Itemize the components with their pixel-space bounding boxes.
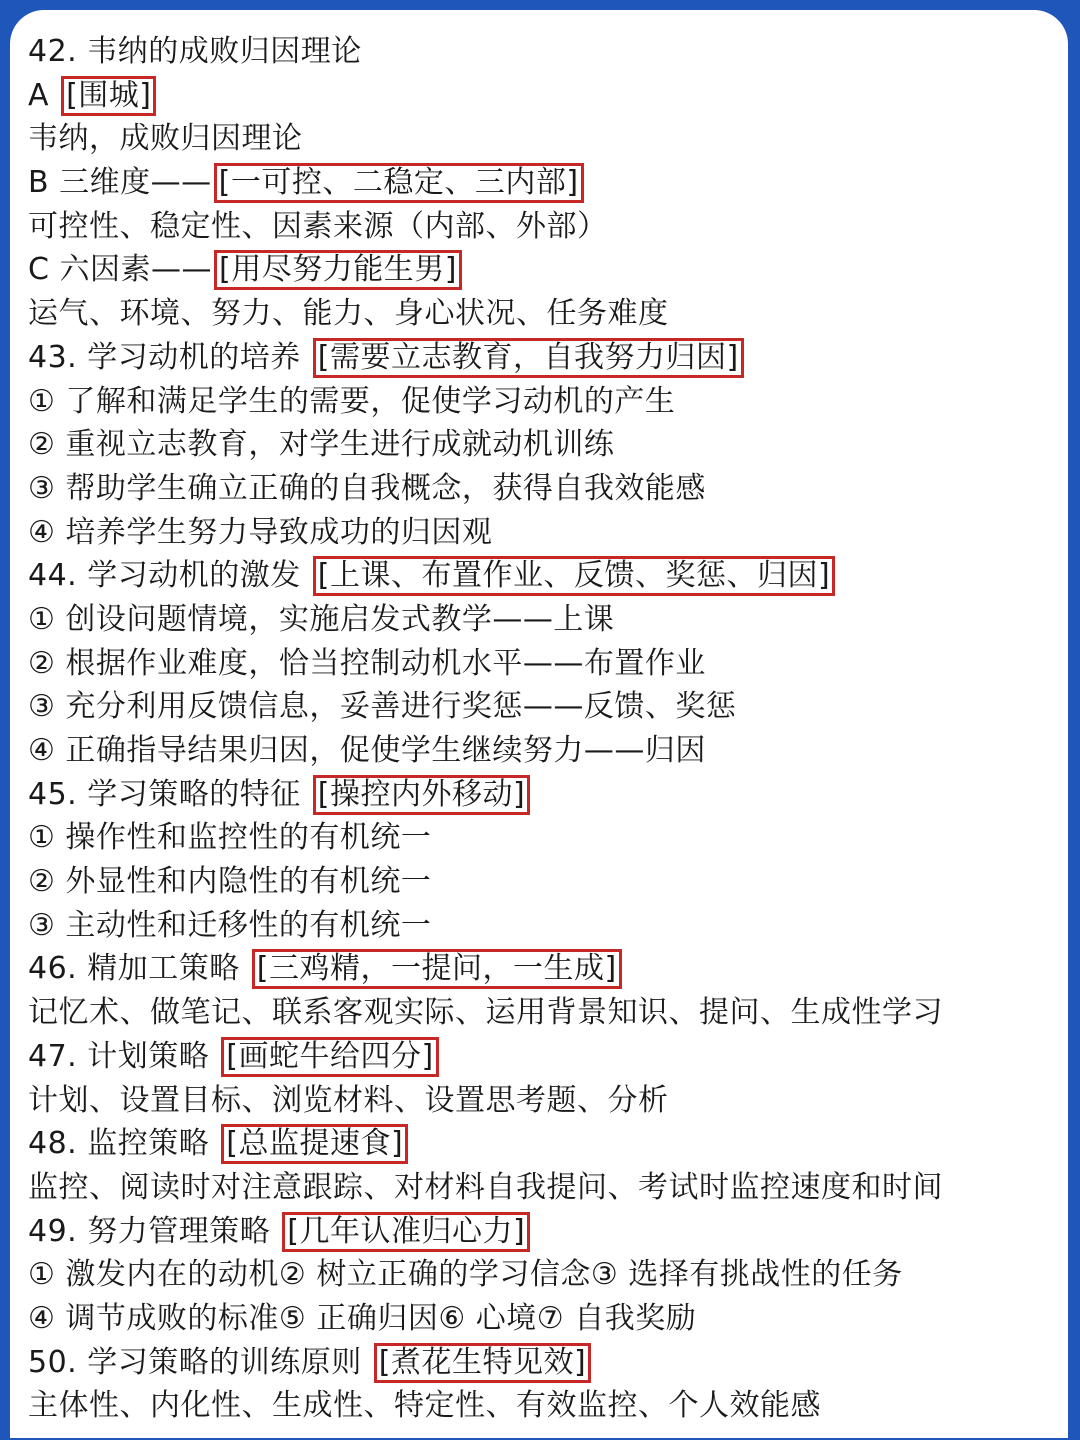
mnemonic-box: [一可控、二稳定、三内部] [214, 163, 584, 203]
list-item [28, 816, 1058, 860]
item-a [28, 74, 1058, 118]
heading-text: 49. 努力管理策略 [28, 1213, 281, 1249]
list-item [28, 1253, 1058, 1297]
line-text: 监控、阅读时对注意跟踪、对材料自我提问、考试时监控速度和时间 [28, 1169, 943, 1205]
explanation-line [28, 117, 1058, 161]
line-text: A [28, 77, 60, 113]
heading-44 [28, 554, 1058, 598]
heading-43 [28, 336, 1058, 380]
note-card [10, 10, 1068, 1438]
item-c [28, 248, 1058, 292]
explanation-line [28, 1166, 1058, 1210]
line-text: ① 激发内在的动机② 树立正确的学习信念③ 选择有挑战性的任务 [28, 1257, 903, 1293]
line-text: ③ 主动性和迁移性的有机统一 [28, 907, 432, 943]
explanation-line [28, 1079, 1058, 1123]
mnemonic-box: [画蛇牛给四分] [221, 1037, 438, 1077]
list-item [28, 860, 1058, 904]
heading-49 [28, 1210, 1058, 1254]
mnemonic-box: [用尽努力能生男] [214, 250, 462, 290]
line-text: 记忆术、做笔记、联系客观实际、运用背景知识、提问、生成性学习 [28, 995, 943, 1031]
notes-list [28, 30, 1058, 1428]
list-item [28, 685, 1058, 729]
line-text: ① 操作性和监控性的有机统一 [28, 820, 432, 856]
explanation-line [28, 205, 1058, 249]
list-item [28, 423, 1058, 467]
heading-text: 47. 计划策略 [28, 1038, 220, 1074]
line-text: ④ 正确指导结果归因，促使学生继续努力——归因 [28, 733, 706, 768]
line-text: ① 了解和满足学生的需要，促使学习动机的产生 [28, 383, 676, 419]
heading-47 [28, 1035, 1058, 1079]
mnemonic-box: [三鸡精，一提问，一生成] [252, 949, 622, 989]
list-item [28, 904, 1058, 948]
line-text: ④ 调节成败的标准⑤ 正确归因⑥ 心境⑦ 自我奖励 [28, 1300, 697, 1336]
item-b [28, 161, 1058, 205]
line-text: 运气、环境、努力、能力、身心状况、任务难度 [28, 296, 669, 332]
line-text: 韦纳，成败归因理论 [28, 121, 303, 157]
line-text: ② 根据作业难度，恰当控制动机水平——布置作业 [28, 645, 706, 681]
line-text: ③ 帮助学生确立正确的自我概念，获得自我效能感 [28, 470, 706, 506]
heading-46 [28, 947, 1058, 991]
mnemonic-box: [煮花生特见效] [374, 1343, 591, 1383]
heading-text: 45. 学习策略的特征 [28, 776, 311, 812]
mnemonic-box: [几年认准归心力] [282, 1212, 530, 1252]
line-text: ① 创设问题情境，实施启发式教学——上课 [28, 601, 615, 637]
line-text: ③ 充分利用反馈信息，妥善进行奖惩——反馈、奖惩 [28, 689, 737, 725]
mnemonic-box: [需要立志教育，自我努力归因] [313, 338, 744, 378]
mnemonic-box: [操控内外移动] [313, 775, 530, 815]
heading-text: 50. 学习策略的训练原则 [28, 1344, 372, 1380]
line-text: 计划、设置目标、浏览材料、设置思考题、分析 [28, 1082, 669, 1118]
heading-50 [28, 1341, 1058, 1385]
line-text: 可控性、稳定性、因素来源（内部、外部） [28, 208, 608, 244]
list-item [28, 1297, 1058, 1341]
mnemonic-box: [上课、布置作业、反馈、奖惩、归因] [313, 556, 835, 596]
heading-42 [28, 30, 1058, 74]
list-item [28, 729, 1058, 773]
line-text: ② 重视立志教育，对学生进行成就动机训练 [28, 427, 615, 463]
list-item [28, 511, 1058, 555]
mnemonic-box: [围城] [61, 76, 156, 116]
list-item [28, 642, 1058, 686]
list-item [28, 467, 1058, 511]
line-text: ④ 培养学生努力导致成功的归因观 [28, 514, 493, 550]
heading-text: 42. 韦纳的成败归因理论 [28, 34, 362, 69]
heading-45 [28, 773, 1058, 817]
explanation-line [28, 1384, 1058, 1428]
line-text: C 六因素—— [28, 252, 212, 288]
line-text: ② 外显性和内隐性的有机统一 [28, 864, 432, 900]
heading-text: 44. 学习动机的激发 [28, 558, 311, 594]
heading-text: 48. 监控策略 [28, 1126, 220, 1162]
heading-text: 43. 学习动机的培养 [28, 339, 311, 375]
explanation-line [28, 991, 1058, 1035]
heading-48 [28, 1122, 1058, 1166]
line-text: 主体性、内化性、生成性、特定性、有效监控、个人效能感 [28, 1388, 821, 1424]
line-text: B 三维度—— [28, 165, 212, 201]
mnemonic-box: [总监提速食] [221, 1124, 408, 1164]
list-item [28, 598, 1058, 642]
heading-text: 46. 精加工策略 [28, 951, 250, 987]
list-item [28, 380, 1058, 424]
explanation-line [28, 292, 1058, 336]
